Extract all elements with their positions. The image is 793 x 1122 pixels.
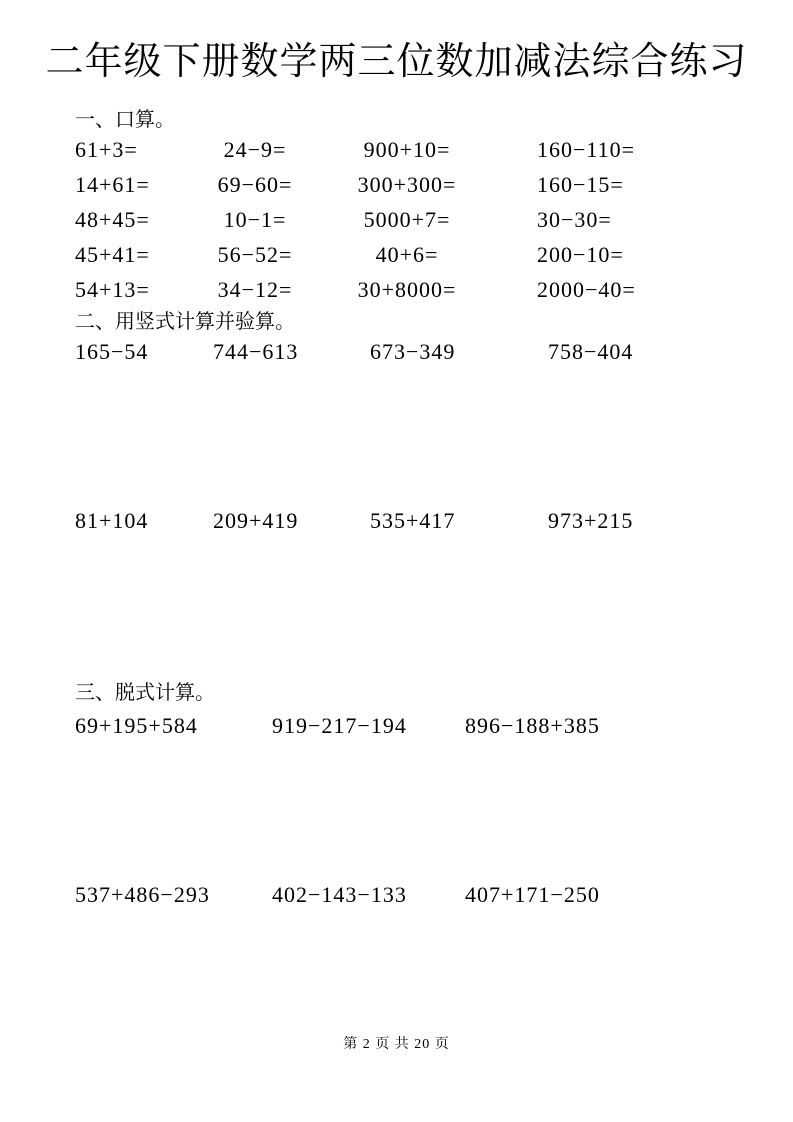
oral-row [75, 137, 635, 163]
math-problem: 300+300= [357, 172, 457, 197]
oral-row [75, 207, 612, 233]
math-problem: 919−217−194 [272, 713, 407, 738]
oral-row [75, 277, 636, 303]
math-problem: 14+61= [75, 172, 150, 197]
math-problem: 10−1= [223, 207, 287, 232]
math-problem: 30+8000= [357, 277, 457, 302]
math-problem: 5000+7= [363, 207, 451, 232]
math-problem: 673−349 [370, 339, 456, 364]
math-problem: 402−143−133 [272, 882, 407, 907]
math-problem: 973+215 [548, 508, 634, 533]
section-heading-oral: 一、口算。 [75, 109, 175, 131]
math-problem: 209+419 [213, 508, 299, 533]
oral-row [75, 172, 624, 198]
math-problem: 537+486−293 [75, 882, 210, 907]
math-problem: 69+195+584 [75, 713, 198, 738]
oral-row [75, 242, 624, 268]
math-problem: 758−404 [548, 339, 634, 364]
math-problem: 45+41= [75, 242, 150, 267]
page-title: 二年级下册数学两三位数加减法综合练习 [45, 41, 748, 83]
math-problem: 30−30= [537, 207, 612, 232]
math-problem: 34−12= [217, 277, 293, 302]
math-problem: 69−60= [217, 172, 293, 197]
math-problem: 407+171−250 [465, 882, 600, 907]
math-problem: 48+45= [75, 207, 150, 232]
math-problem: 56−52= [217, 242, 293, 267]
math-problem: 54+13= [75, 277, 150, 302]
vertical-row [75, 339, 633, 365]
math-problem: 40+6= [375, 242, 439, 267]
math-problem: 160−15= [537, 172, 624, 197]
math-problem: 81+104 [75, 508, 149, 533]
math-problem: 61+3= [75, 137, 138, 162]
math-problem: 744−613 [213, 339, 299, 364]
stepwise-row [75, 882, 600, 908]
math-problem: 900+10= [363, 137, 451, 162]
math-problem: 535+417 [370, 508, 456, 533]
section-heading-vertical: 二、用竖式计算并验算。 [75, 311, 295, 333]
section-heading-stepwise: 三、脱式计算。 [75, 682, 215, 704]
math-problem: 165−54 [75, 339, 149, 364]
stepwise-row [75, 713, 600, 739]
math-problem: 896−188+385 [465, 713, 600, 738]
vertical-row [75, 508, 633, 534]
math-problem: 200−10= [537, 242, 624, 267]
math-problem: 24−9= [223, 137, 287, 162]
page-number: 第 2 页 共 20 页 [343, 1037, 450, 1052]
math-problem: 2000−40= [537, 277, 636, 302]
math-problem: 160−110= [537, 137, 635, 162]
